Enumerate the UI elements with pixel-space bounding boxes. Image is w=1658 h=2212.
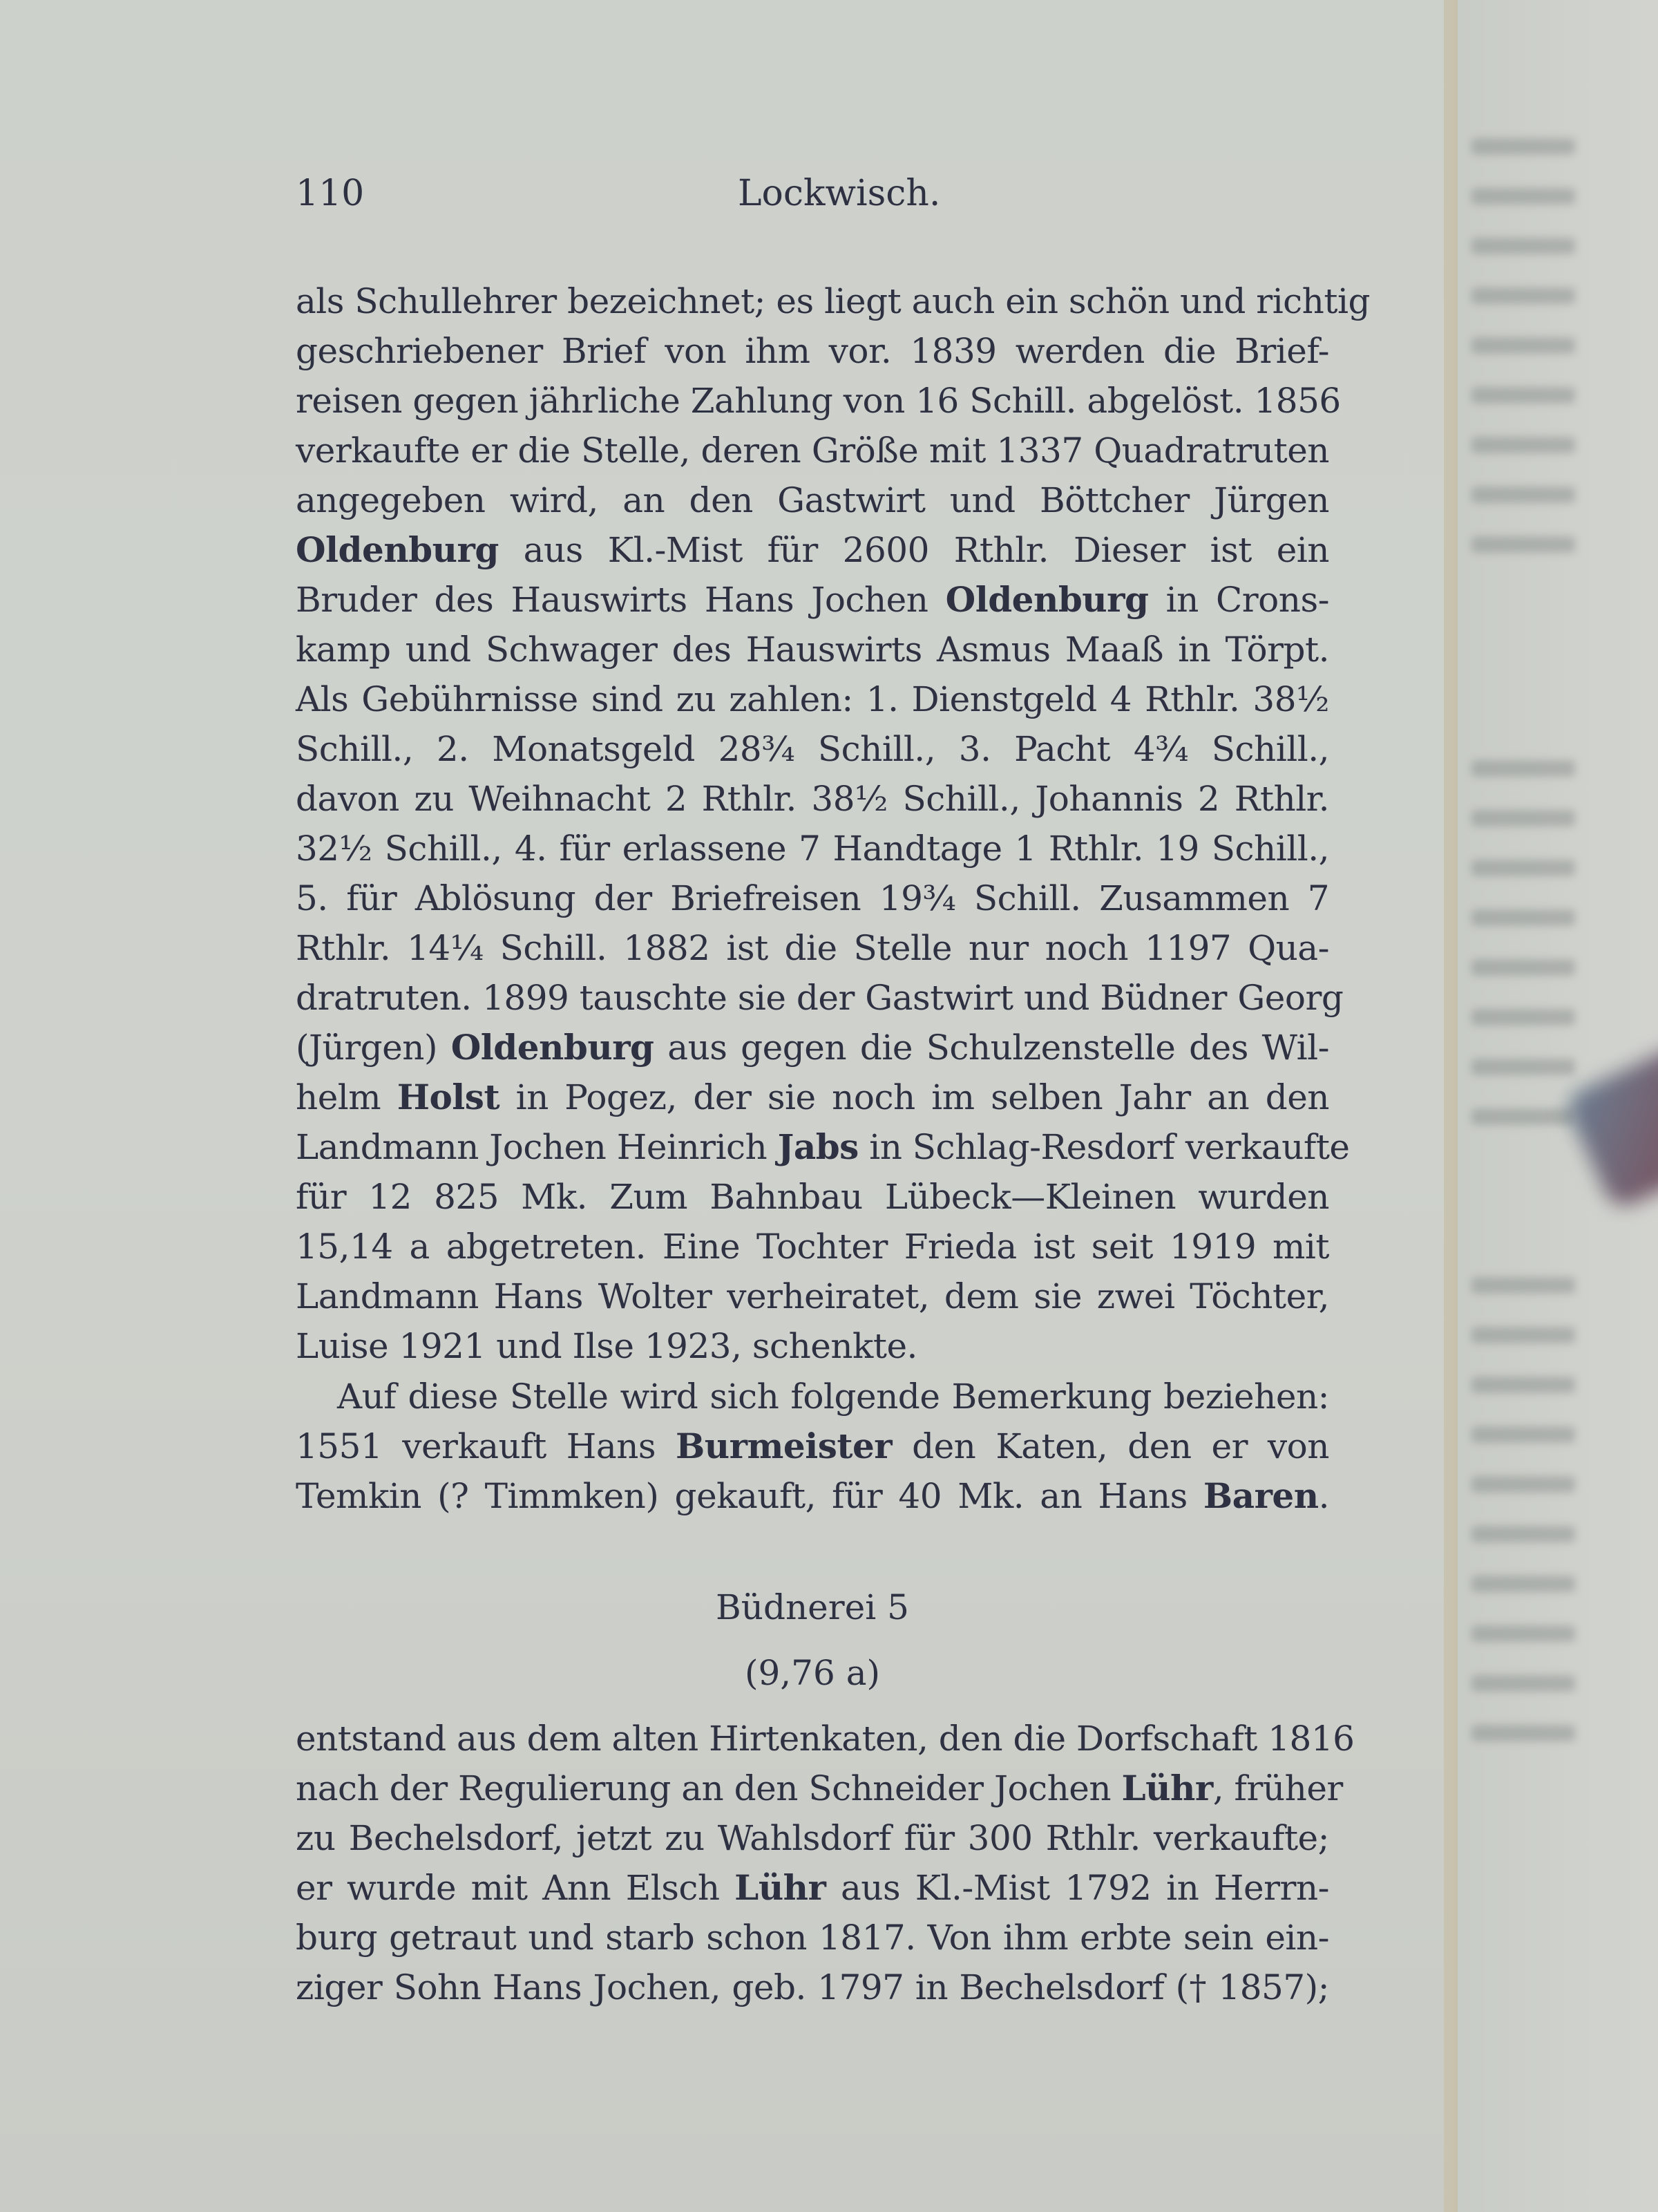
text-line: Bruder des Hauswirts Hans Jochen Oldenburg in Crons-: [296, 579, 1330, 620]
text-line: Als Gebührnisse sind zu zahlen: 1. Dienstgeld 4 Rthlr. 38½: [296, 679, 1329, 719]
text-line: 1551 verkauft Hans Burmeister den Katen, den er von: [296, 1426, 1329, 1466]
text-line: dratruten. 1899 tauschte sie der Gastwirt und Büdner Georg: [296, 978, 1344, 1018]
bold-name: Oldenburg: [296, 529, 499, 570]
paragraph-3: [296, 1714, 1355, 2012]
adjacent-page-blurred-text: [1458, 138, 1658, 1741]
bold-name: Oldenburg: [945, 579, 1149, 620]
page-number: 110: [296, 173, 365, 214]
text-line: er wurde mit Ann Elsch Lühr aus Kl.-Mist 1792 in Herrn-: [296, 1867, 1329, 1908]
paragraph-2: [296, 1372, 1329, 1521]
text-line: zu Bechelsdorf, jetzt zu Wahlsdorf für 300 Rthlr. verkaufte;: [296, 1818, 1329, 1858]
bold-name: Oldenburg: [450, 1027, 654, 1068]
text-line: für 12 825 Mk. Zum Bahnbau Lübeck—Kleinen wurden: [296, 1177, 1329, 1217]
section-heading: Büdnerei 5: [716, 1587, 909, 1627]
text-line: nach der Regulierung an den Schneider Jochen Lühr, früher: [296, 1768, 1343, 1808]
text-line: Temkin (? Timmken) gekauft, für 40 Mk. an Hans Baren.: [296, 1475, 1329, 1516]
text-line: 32½ Schill., 4. für erlassene 7 Handtage 1 Rthlr. 19 Schill.,: [296, 829, 1329, 869]
text-line: Landmann Jochen Heinrich Jabs in Schlag-Resdorf verkaufte: [296, 1126, 1350, 1167]
bold-name: Baren: [1203, 1475, 1319, 1516]
page-header: [296, 173, 1329, 221]
text-line: Auf diese Stelle wird sich folgende Bemerkung beziehen:: [337, 1377, 1329, 1417]
bold-name: Holst: [397, 1077, 500, 1117]
bold-name: Burmeister: [676, 1426, 893, 1466]
text-line: davon zu Weihnacht 2 Rthlr. 38½ Schill., Johannis 2 Rthlr.: [296, 779, 1329, 819]
text-line: kamp und Schwager des Hauswirts Asmus Maaß in Törpt.: [296, 630, 1329, 670]
text-line: 15,14 a abgetreten. Eine Tochter Frieda ist seit 1919 mit: [296, 1227, 1329, 1267]
adjacent-page-edge: [1458, 0, 1658, 2212]
bold-name: Lühr: [734, 1867, 826, 1908]
text-line: helm Holst in Pogez, der sie noch im selben Jahr an den: [296, 1077, 1329, 1117]
text-line: Oldenburg aus Kl.-Mist für 2600 Rthlr. Dieser ist ein: [296, 529, 1329, 570]
text-line: 5. für Ablösung der Briefreisen 19¾ Schill. Zusammen 7: [296, 878, 1329, 918]
text-line: verkaufte er die Stelle, deren Größe mit 1337 Quadratruten: [296, 431, 1329, 471]
text-line: Rthlr. 14¼ Schill. 1882 ist die Stelle nur noch 1197 Qua-: [296, 928, 1329, 968]
bold-name: Jabs: [777, 1126, 859, 1167]
text-line: geschriebener Brief von ihm vor. 1839 werden die Brief-: [296, 331, 1329, 371]
text-line: Luise 1921 und Ilse 1923, schenkte.: [296, 1326, 917, 1366]
text-line: Landmann Hans Wolter verheiratet, dem sie zwei Töchter,: [296, 1276, 1329, 1316]
section-area: (9,76 a): [744, 1653, 881, 1693]
text-line: entstand aus dem alten Hirtenkaten, den die Dorfschaft 1816: [296, 1719, 1355, 1759]
text-line: Schill., 2. Monatsgeld 28¾ Schill., 3. Pacht 4¾ Schill.,: [296, 729, 1329, 769]
text-line: als Schullehrer bezeichnet; es liegt auch ein schön und richtig: [296, 281, 1370, 321]
text-line: ziger Sohn Hans Jochen, geb. 1797 in Bechelsdorf († 1857);: [296, 1967, 1329, 2007]
text-line: reisen gegen jährliche Zahlung von 16 Schill. abgelöst. 1856: [296, 381, 1341, 421]
paragraph-1: [296, 276, 1370, 1371]
bold-name: Lühr: [1121, 1768, 1213, 1808]
running-title: Lockwisch.: [738, 173, 941, 214]
text-line: angegeben wird, an den Gastwirt und Böttcher Jürgen: [296, 480, 1329, 520]
text-line: (Jürgen) Oldenburg aus gegen die Schulzenstelle des Wil-: [296, 1027, 1329, 1068]
text-line: burg getraut und starb schon 1817. Von ihm erbte sein ein-: [296, 1918, 1329, 1958]
